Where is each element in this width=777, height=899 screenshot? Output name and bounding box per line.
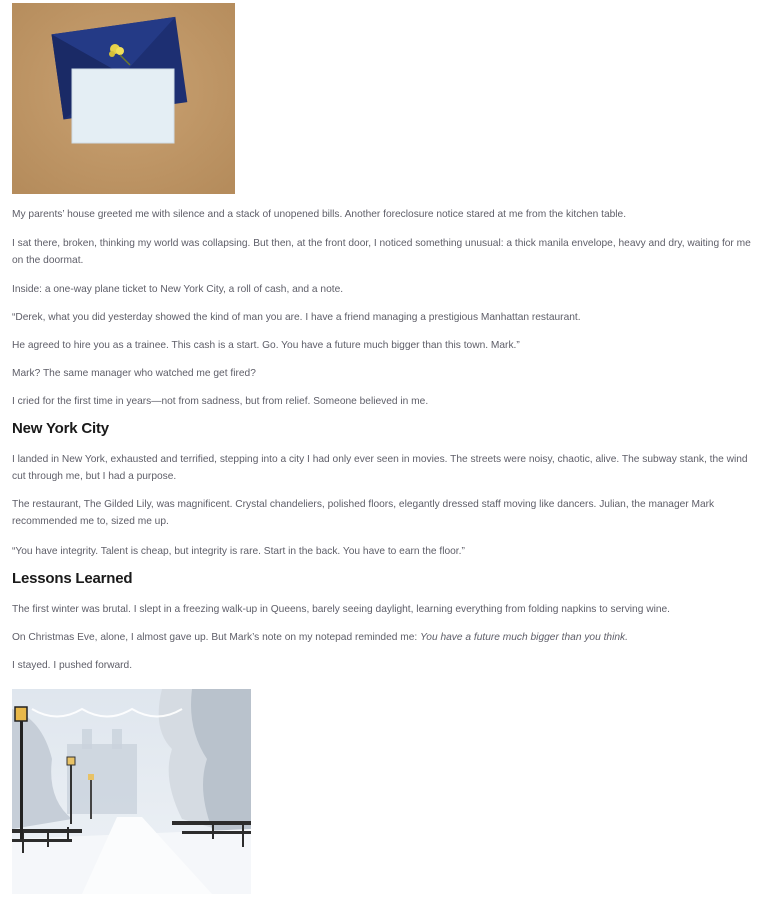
nyc-paragraph-3: “You have integrity. Talent is cheap, but integrity is rare. Start in the back. You have to earn the floor.” bbox=[12, 546, 465, 557]
nyc-paragraph-2: The restaurant, The Gilded Lily, was magnificent. Crystal chandeliers, polished floors, elegantly dressed staff moving like dancers. Julian, the manager Mark recommended me to, sized me up. bbox=[12, 499, 715, 527]
envelope-illustration bbox=[12, 3, 235, 194]
intro-paragraph-5: He agreed to hire you as a trainee. This cash is a start. Go. You have a future much bigger than this town. Mark.” bbox=[12, 340, 520, 351]
intro-paragraph-3: Inside: a one-way plane ticket to New York City, a roll of cash, and a note. bbox=[12, 284, 344, 295]
lessons-paragraph-2 bbox=[12, 629, 764, 646]
snowy-park-illustration bbox=[12, 689, 251, 894]
section-heading-lessons-learned: Lessons Learned bbox=[12, 570, 133, 587]
nyc-paragraph-1: I landed in New York, exhausted and terrified, stepping into a city I had only ever seen in movies. The streets were noisy, chaotic, alive. The subway stank, the wind cut through me, but I had a purpose. bbox=[12, 454, 748, 482]
lessons-paragraph-1: The first winter was brutal. I slept in a freezing walk-up in Queens, barely seeing daylight, learning everything from folding napkins to serving wine. bbox=[12, 604, 670, 615]
lessons-paragraph-2-lead: On Christmas Eve, alone, I almost gave up. But Mark’s note on my notepad reminded me: bbox=[12, 632, 421, 643]
envelope-photo bbox=[12, 3, 235, 194]
section-heading-new-york-city: New York City bbox=[12, 420, 109, 437]
lessons-paragraph-2-quote: You have a future much bigger than you think. bbox=[420, 632, 628, 643]
intro-paragraph-1: My parents’ house greeted me with silence and a stack of unopened bills. Another foreclosure notice stared at me from the kitchen table. bbox=[12, 209, 627, 220]
lessons-paragraph-3: I stayed. I pushed forward. bbox=[12, 660, 133, 671]
intro-paragraph-4: “Derek, what you did yesterday showed the kind of man you are. I have a friend managing a prestigious Manhattan restaurant. bbox=[12, 312, 581, 323]
intro-paragraph-7: I cried for the first time in years—not from sadness, but from relief. Someone believed in me. bbox=[12, 396, 429, 407]
snowy-park-photo bbox=[12, 689, 251, 894]
intro-paragraph-2: I sat there, broken, thinking my world was collapsing. But then, at the front door, I noticed something unusual: a thick manila envelope, heavy and dry, waiting for me on the doormat. bbox=[12, 238, 751, 266]
intro-paragraph-6: Mark? The same manager who watched me get fired? bbox=[12, 368, 256, 379]
